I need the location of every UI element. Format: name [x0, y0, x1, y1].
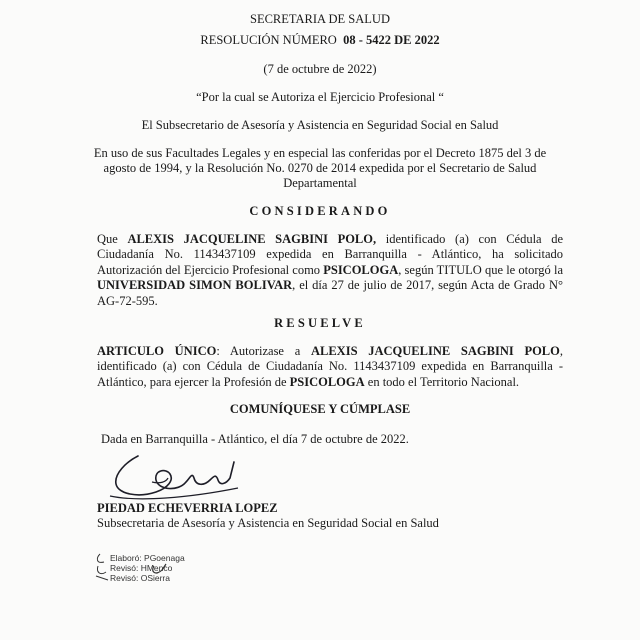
considerando-text-3: , según TITULO que le otorgó la — [398, 262, 564, 277]
powers-line-1: En uso de sus Facultades Legales y en especial las conferidas por el Decreto 1875 del 3 de — [93, 146, 547, 160]
considerando-text-2: identificado (a) con Cédula de Ciudadanía No. 1143437109 expedida en Barranquilla - Atlántico, ha solicitado Autorización del Ejercicio Profesional como — [97, 232, 564, 277]
authorized-profession: PSICOLOGA — [289, 374, 365, 389]
signer-name: PIEDAD ECHEVERRIA LOPEZ — [97, 501, 278, 515]
footer-reviso-2: Revisó: OSierra — [110, 573, 170, 583]
powers-line-2: agosto de 1994, y la Resolución No. 0270 de 2014 expedida por el Secretario de Salud — [103, 161, 537, 175]
footer-elaboro: Elaboró: PGoenaga — [110, 553, 185, 563]
authorized-name: ALEXIS JACQUELINE SAGBINI POLO — [310, 344, 560, 358]
closing-formula: COMUNÍQUESE Y CÚMPLASE — [229, 402, 411, 416]
profession: PSICOLOGA — [323, 262, 399, 277]
university: UNIVERSIDAD SIMON BOLIVAR — [97, 278, 293, 293]
resolution-heading — [0, 33, 640, 48]
resolution-label: RESOLUCIÓN NÚMERO — [200, 33, 337, 47]
considerando-text-1: Que — [97, 232, 128, 246]
initials-marks — [92, 550, 182, 590]
signer-title: Subsecretaria de Asesoría y Asistencia en Seguridad Social en Salud — [97, 516, 439, 530]
resuelve-paragraph — [97, 344, 563, 390]
considerando-heading: CONSIDERANDO — [249, 204, 391, 218]
handwritten-signature — [108, 452, 258, 504]
issuer-line: El Subsecretario de Asesoría y Asistencia en Seguridad Social en Salud — [141, 118, 499, 132]
resuelve-text-2: , identificado (a) con Cédula de Ciudadanía No. 1143437109 expedida en Barranquilla - Atlántico, para ejercer la Profesión de — [97, 344, 563, 389]
resolution-number: 08 - 5422 DE 2022 — [343, 33, 440, 47]
applicant-name: ALEXIS JACQUELINE SAGBINI POLO, — [127, 232, 377, 246]
signer-block — [97, 501, 439, 531]
resolution-subject: “Por la cual se Autoriza el Ejercicio Profesional “ — [196, 90, 444, 104]
powers-line-3: Departamental — [283, 176, 357, 190]
resolution-date: (7 de octubre de 2022) — [263, 62, 377, 76]
considerando-text-4: , el día 27 de julio de 2017, según Acta de Grado N° AG-72-595. — [97, 278, 563, 308]
office-title: SECRETARIA DE SALUD — [250, 12, 390, 26]
article-label: ARTICULO ÚNICO — [97, 344, 217, 358]
resuelve-text-3: en todo el Territorio Nacional. — [364, 374, 520, 389]
footer-reviso-1: Revisó: HMenco — [110, 563, 173, 573]
considerando-paragraph — [97, 232, 563, 309]
resuelve-heading: RESUELVE — [274, 316, 366, 330]
resuelve-text-1: : Autorizase a — [216, 344, 311, 358]
given-line: Dada en Barranquilla - Atlántico, el día 7 de octubre de 2022. — [101, 432, 409, 446]
